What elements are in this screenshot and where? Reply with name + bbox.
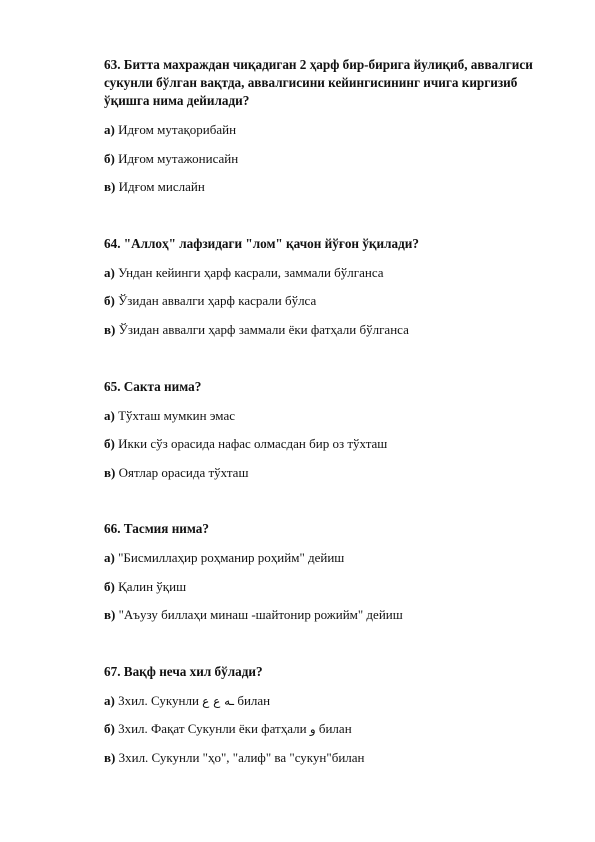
question-67-title: 67. Вақф неча хил бўлади? [104, 664, 263, 679]
answer-letter: а) [104, 693, 115, 708]
answer-text: Икки сўз орасида нафас олмасдан бир оз тўхташ [114, 436, 388, 451]
answer-letter: а) [104, 550, 115, 565]
answer-text: Идғом мутажонисайн [114, 151, 239, 166]
answer-letter: а) [104, 122, 115, 137]
answer-text: "Аъузу биллаҳи минаш -шайтонир рожийм" дейиш [115, 607, 403, 622]
arabic-letters: و [309, 722, 316, 736]
answer-text: Оятлар орасида тўхташ [115, 465, 249, 480]
answer-text: Идғом мислайн [115, 179, 205, 194]
answer-text: 3хил. Сукунли [114, 693, 203, 708]
answer-letter: б) [104, 579, 115, 594]
answer-tail: билан [315, 721, 352, 736]
answer-text: 3хил. Сукунли "ҳо", "алиф" ва "сукун"билан [115, 750, 365, 765]
answer-text: Ўзидан аввалги ҳарф касрали бўлса [114, 293, 317, 308]
answer-text: Тўхташ мумкин эмас [114, 408, 235, 423]
answer-letter: а) [104, 408, 115, 423]
question-64-answer-a [104, 265, 564, 281]
answer-tail: билан [234, 693, 271, 708]
answer-letter: в) [104, 322, 116, 337]
question-64-answer-b [104, 293, 564, 309]
answer-text: 3хил. Фақат Сукунли ёки фатҳали [114, 721, 310, 736]
question-65-title: 65. Сакта нима? [104, 379, 202, 394]
question-66-answer-c [104, 607, 564, 623]
question-66-title: 66. Тасмия нима? [104, 521, 209, 536]
question-67-answer-c [104, 750, 564, 766]
answer-text: Ундан кейинги ҳарф касрали, заммали бўлганса [114, 265, 384, 280]
answer-text: Ўзидан аввалги ҳарф заммали ёки фатҳали бўлганса [115, 322, 409, 337]
answer-letter: б) [104, 151, 115, 166]
answer-letter: а) [104, 265, 115, 280]
answer-text: Қалин ўқиш [114, 579, 187, 594]
question-64-answer-c [104, 322, 564, 338]
question-64-title: 64. "Аллоҳ" лафзидаги "лом" қачон йўғон ўқилади? [104, 236, 419, 251]
answer-letter: в) [104, 607, 116, 622]
answer-letter: в) [104, 465, 116, 480]
answer-letter: б) [104, 721, 115, 736]
question-67-answer-a [104, 693, 564, 709]
question-65-answer-c [104, 465, 564, 481]
answer-text: "Бисмиллаҳир роҳманир роҳийм" дейиш [114, 550, 345, 565]
question-63-answer-b [104, 151, 564, 167]
answer-text: Идғом мутақорибайн [114, 122, 237, 137]
question-66-answer-b [104, 579, 564, 595]
question-66-answer-a [104, 550, 564, 566]
arabic-letters: ـه ع ع [202, 694, 235, 708]
question-63-answer-a [104, 122, 564, 138]
answer-letter: б) [104, 293, 115, 308]
question-63-title: 63. Битта махраждан чиқадиган 2 ҳарф бир-бирига йулиқиб, аввалгиси сукунли бўлган вақтда, аввалгисини кейингисининг ичига киргизиб ўқишга нима дейилади? [104, 57, 533, 108]
answer-letter: в) [104, 179, 116, 194]
question-63-answer-c [104, 179, 564, 195]
question-67-answer-b [104, 721, 564, 737]
answer-letter: б) [104, 436, 115, 451]
question-65-answer-a [104, 408, 564, 424]
question-65-answer-b [104, 436, 564, 452]
answer-letter: в) [104, 750, 116, 765]
